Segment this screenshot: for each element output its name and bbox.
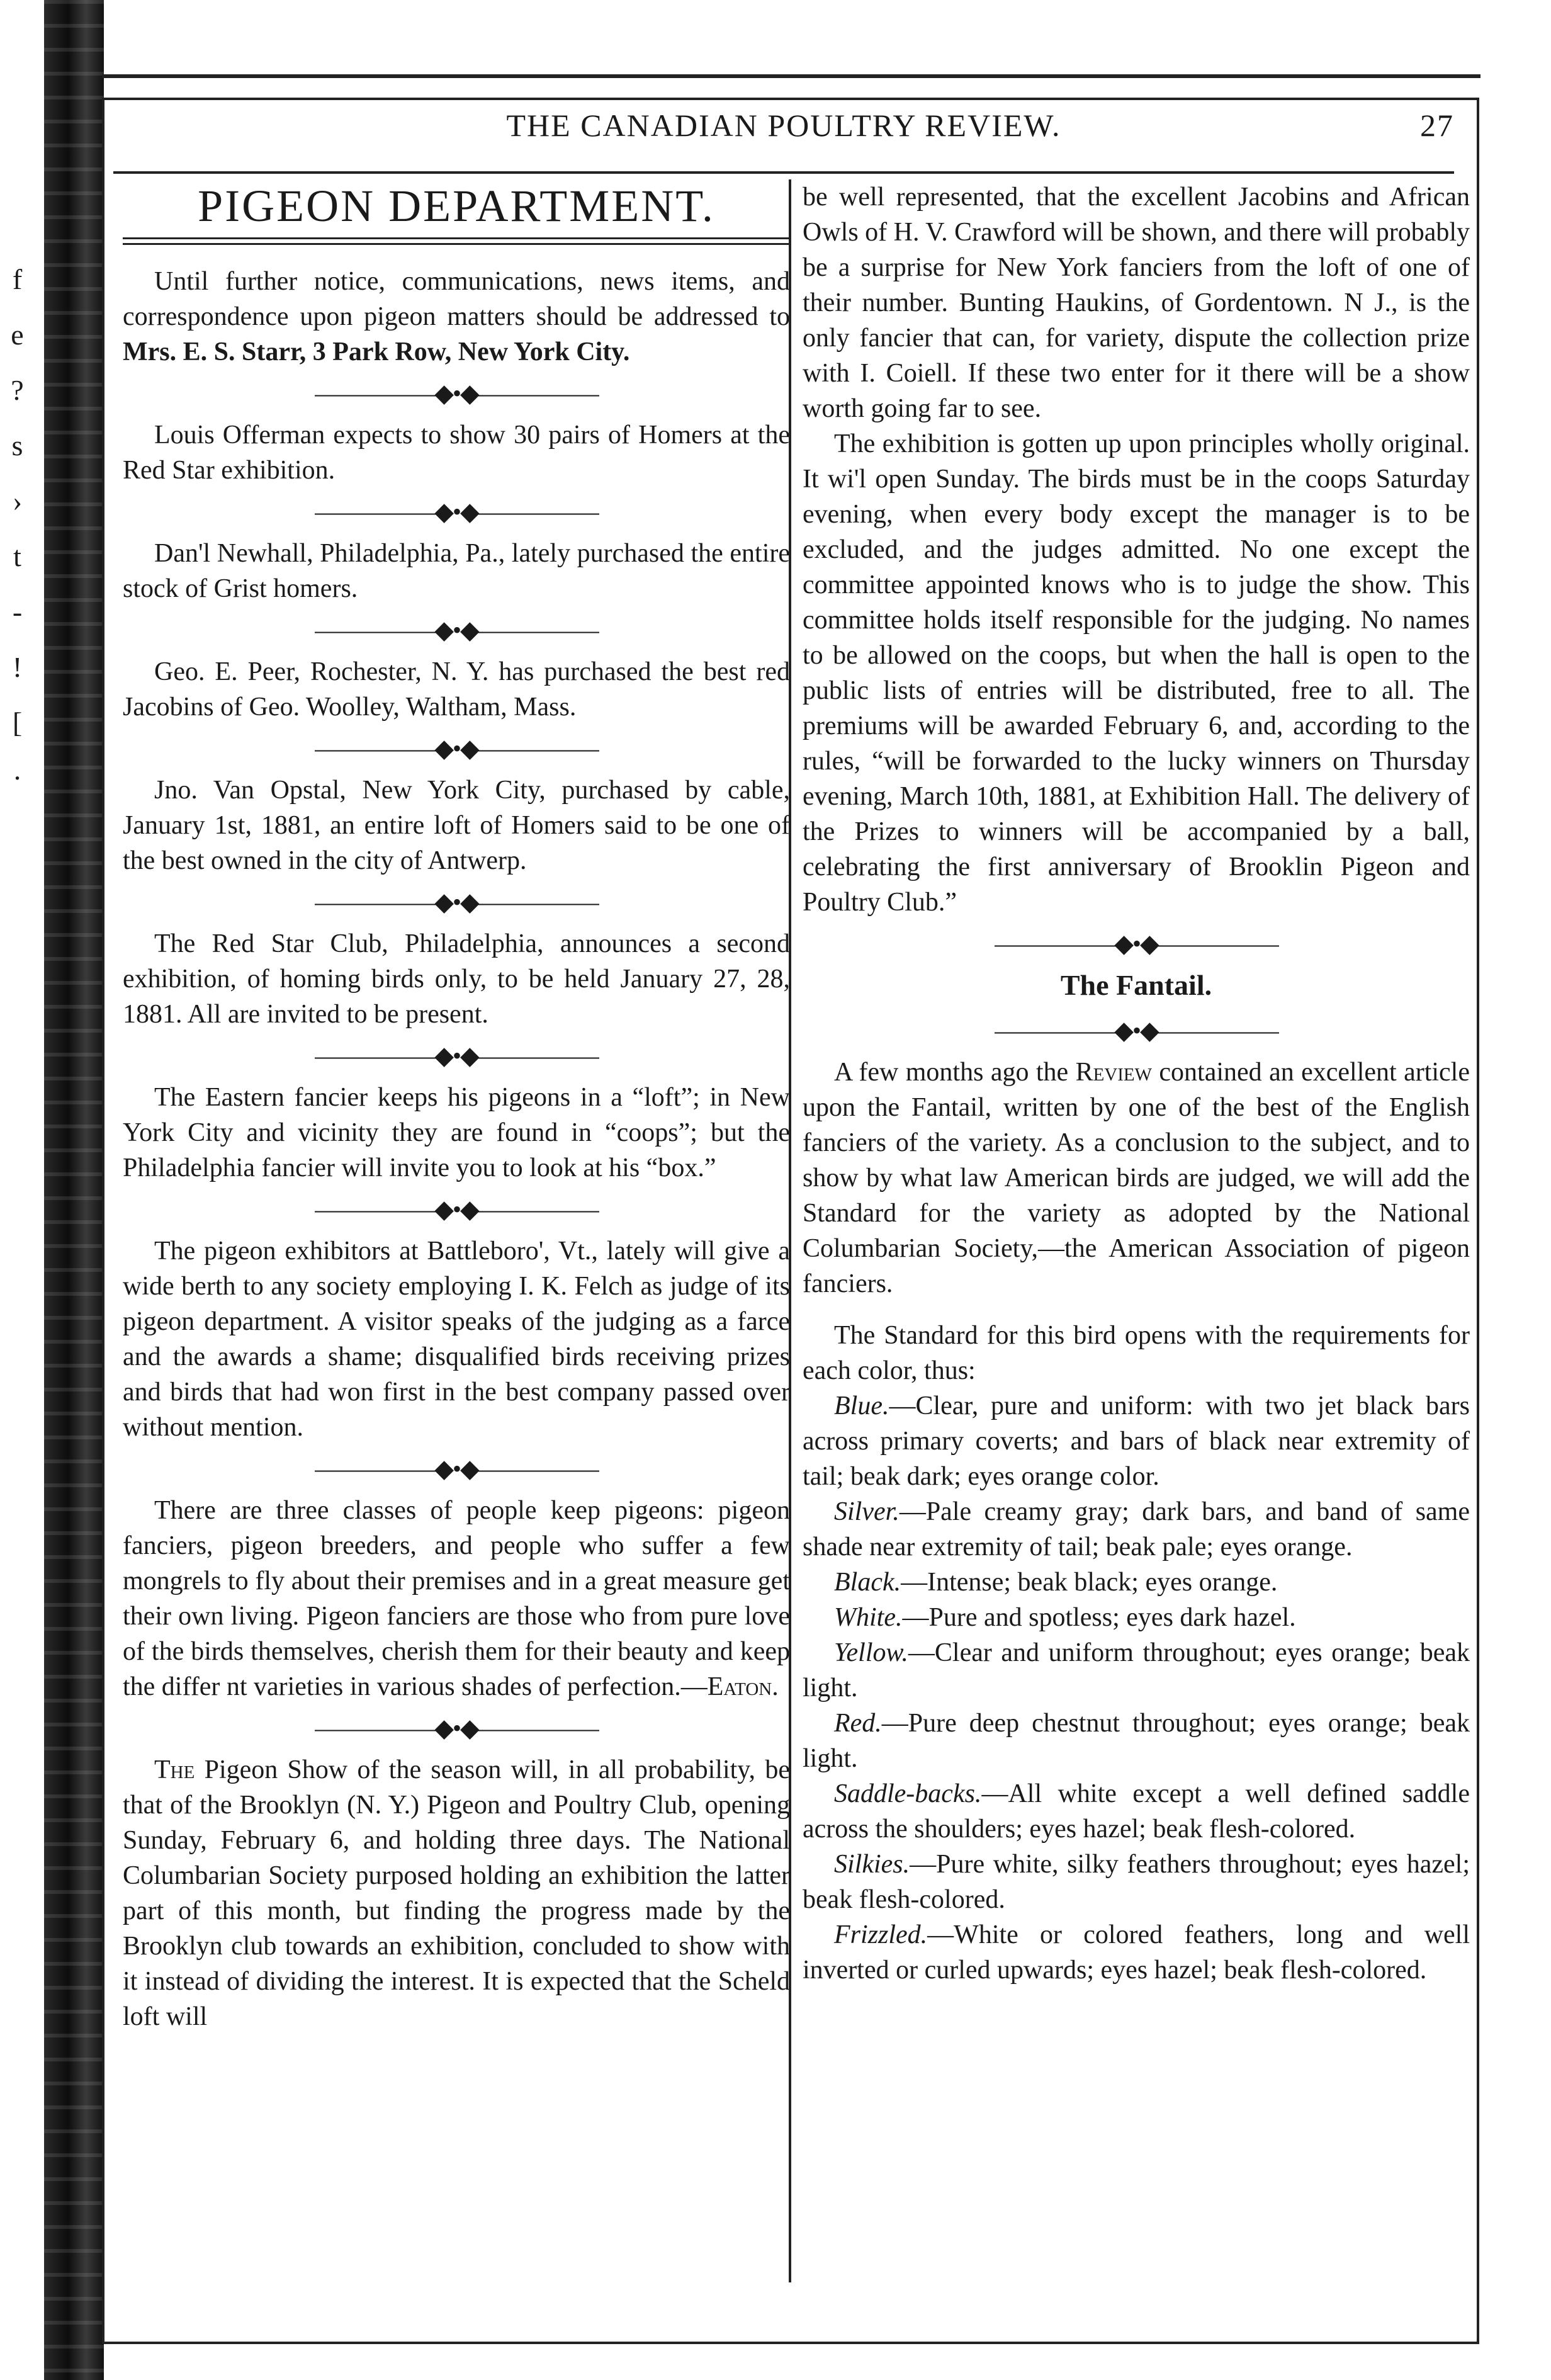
fantail-intro-start: A few months ago the	[834, 1058, 1076, 1087]
news-item: The Eastern fancier keeps his pigeons in a “loft”; in New York City and vicinity they are found in “coops”; but the Philadelphia fancier will invite you to look at his “box.”	[123, 1083, 790, 1182]
color-entry	[803, 1388, 1470, 1494]
color-entry	[803, 1635, 1470, 1706]
color-description: —Intense; beak black; eyes orange.	[901, 1568, 1278, 1597]
news-item: Jno. Van Opstal, New York City, purchased by cable, January 1st, 1881, an entire loft of Homers said to be one of the best owned in the city of Antwerp.	[123, 776, 790, 875]
separator-ornament	[123, 1456, 790, 1482]
pigeon-show-lead: The	[154, 1755, 195, 1784]
publication-title: THE CANADIAN POULTRY REVIEW.	[506, 108, 1061, 143]
news-item: Louis Offerman expects to show 30 pairs of Homers at the Red Star exhibition.	[123, 421, 790, 485]
notice-address: Mrs. E. S. Starr, 3 Park Row, New York City.	[123, 337, 630, 366]
review-word: Review	[1075, 1058, 1153, 1087]
eaton-text: There are three classes of people keep pigeons: pigeon fanciers, pigeon breeders, and people who suffer a few mongrels to fly about their premises and in a great measure get their own living. Pigeon fanciers are those who from pure love of the birds themselves, cherish them for their beauty and keep the differ nt varieties in various shades of perfection.—	[123, 1496, 790, 1701]
separator-ornament	[123, 736, 790, 761]
pigeon-show-paragraph	[123, 1752, 790, 2034]
fantail-heading: The Fantail.	[1060, 969, 1212, 1001]
pigeon-show-text: Pigeon Show of the season will, in all probability, be that of the Brooklyn (N. Y.) Pigeon and Poultry Club, opening Sunday, February 6, and holding three days. The National Columbarian Society purposed holding an exhibition the latter part of this month, but finding the progress made by the Brooklyn club towards an exhibition, concluded to show with it instead of dividing the interest. It is expected that the Scheld loft will	[123, 1755, 790, 2031]
color-name: White.	[834, 1603, 903, 1632]
page-number: 27	[1420, 108, 1454, 143]
color-name: Red.	[834, 1709, 882, 1738]
color-description: —Clear and uniform throughout; eyes orange; beak light.	[803, 1638, 1470, 1703]
news-item: Geo. E. Peer, Rochester, N. Y. has purchased the best red Jacobins of Geo. Woolley, Waltham, Mass.	[123, 657, 790, 722]
margin-char: -	[12, 596, 23, 628]
separator-ornament	[123, 618, 790, 643]
color-entry	[803, 1917, 1470, 1988]
margin-char: s	[11, 429, 23, 462]
margin-char: [	[12, 706, 23, 739]
header-rule	[113, 171, 1454, 174]
separator-ornament	[123, 499, 790, 524]
standard-intro-paragraph: The Standard for this bird opens with the requirements for each color, thus:	[803, 1321, 1470, 1385]
top-rule	[102, 74, 1480, 78]
running-header	[113, 107, 1454, 164]
color-description: —Pale creamy gray; dark bars, and band of same shade near extremity of tail; beak pale; eyes orange.	[803, 1497, 1470, 1561]
color-description: —Pure white, silky feathers throughout; eyes hazel; beak flesh-colored.	[803, 1850, 1470, 1914]
spine-texture	[44, 0, 104, 2380]
color-entry	[803, 1706, 1470, 1776]
margin-char: ?	[11, 374, 24, 406]
color-name: Silkies.	[834, 1850, 910, 1879]
color-entry	[803, 1776, 1470, 1847]
separator-ornament	[803, 1018, 1470, 1043]
color-description: —Pure deep chestnut throughout; eyes orange; beak light.	[803, 1709, 1470, 1773]
exhibition-paragraph: The exhibition is gotten up upon principles wholly original. It wi'l open Sunday. The birds must be in the coops Saturday evening, when every body except the manager is to be excluded, and the judges admitted. No one except the committee appointed knows who is to judge the show. This committee holds itself responsible for the judging. No names to be allowed on the coops, but when the hall is open to the public lists of entries will be distributed, free to all. The premiums will be awarded February 6, and, according to the rules, “will be forwarded to the lucky winners on Thursday evening, March 10th, 1881, at Exhibition Hall. The delivery of the Prizes to winners will be accompanied by a ball, celebrating the first anniversary of Brooklin Pigeon and Poultry Club.”	[803, 429, 1470, 917]
color-name: Silver.	[834, 1497, 900, 1526]
color-description: —Pure and spotless; eyes dark hazel.	[902, 1603, 1296, 1632]
department-title: PIGEON DEPARTMENT.	[198, 181, 715, 231]
color-name: Saddle-backs.	[834, 1779, 982, 1808]
separator-ornament	[123, 381, 790, 406]
eaton-signature: Eaton.	[707, 1672, 779, 1701]
fantail-intro-paragraph	[803, 1055, 1470, 1301]
separator-ornament	[123, 1043, 790, 1068]
notice-text: Until further notice, communications, news items, and correspondence upon pigeon matters should be addressed to	[123, 267, 790, 331]
color-name: Frizzled.	[834, 1920, 928, 1949]
color-name: Black.	[834, 1568, 901, 1597]
separator-ornament	[803, 931, 1470, 956]
margin-characters	[0, 252, 35, 806]
color-name: Blue.	[834, 1391, 889, 1420]
continuation-paragraph: be well represented, that the excellent Jacobins and African Owls of H. V. Crawford will be shown, and there will probably be a surprise for New York fanciers from the loft of one of their number. Bunting Haukins, of Gordentown. N J., is the only fancier that can, for variety, dispute the collection prize with I. Coiell. If these two enter for it there will be a show worth going far to see.	[803, 183, 1470, 423]
color-name: Yellow.	[834, 1638, 908, 1667]
news-item: The pigeon exhibitors at Battleboro', Vt., lately will give a wide berth to any society employing I. K. Felch as judge of its pigeon department. A visitor speaks of the judging as a farce and the awards a shame; disqualified birds receiving prizes and birds that had won first in the best company passed over without mention.	[123, 1237, 790, 1442]
news-item: The Red Star Club, Philadelphia, announces a second exhibition, of homing birds only, to be held January 27, 28, 1881. All are invited to be present.	[123, 929, 790, 1029]
color-description: —White or colored feathers, long and well inverted or curled upwards; eyes hazel; beak flesh-colored.	[803, 1920, 1470, 1985]
color-entry	[803, 1565, 1470, 1600]
margin-char: t	[13, 540, 21, 572]
margin-char: ·	[12, 762, 23, 794]
margin-char: ›	[12, 485, 23, 517]
news-item: Dan'l Newhall, Philadelphia, Pa., lately purchased the entire stock of Grist homers.	[123, 539, 790, 603]
paragraph-gap	[803, 1301, 1470, 1318]
margin-char: f	[12, 263, 23, 295]
color-entry	[803, 1494, 1470, 1565]
fantail-intro-rest: contained an excellent article upon the Fantail, written by one of the best of the English fanciers of the variety. As a conclusion to the subject, and to show by what law American birds are judged, we will add the Standard for the variety as adopted by the National Columbarian Society,—the American Association of pigeon fanciers.	[803, 1058, 1470, 1298]
color-description: —Clear, pure and uniform: with two jet black bars across primary coverts; and bars of black near extremity of tail; beak dark; eyes orange color.	[803, 1391, 1470, 1491]
title-double-rule	[123, 237, 790, 245]
color-description: —All white except a well defined saddle across the shoulders; eyes hazel; beak flesh-colored.	[803, 1779, 1470, 1844]
left-column	[123, 179, 790, 2034]
margin-char: e	[11, 319, 24, 351]
separator-ornament	[123, 890, 790, 915]
margin-char: !	[12, 651, 23, 683]
separator-ornament	[123, 1716, 790, 1741]
notice-paragraph	[123, 264, 790, 370]
color-entry	[803, 1600, 1470, 1635]
separator-ornament	[123, 1197, 790, 1222]
eaton-paragraph	[123, 1493, 790, 1704]
color-entry	[803, 1847, 1470, 1917]
right-column	[803, 179, 1470, 1988]
